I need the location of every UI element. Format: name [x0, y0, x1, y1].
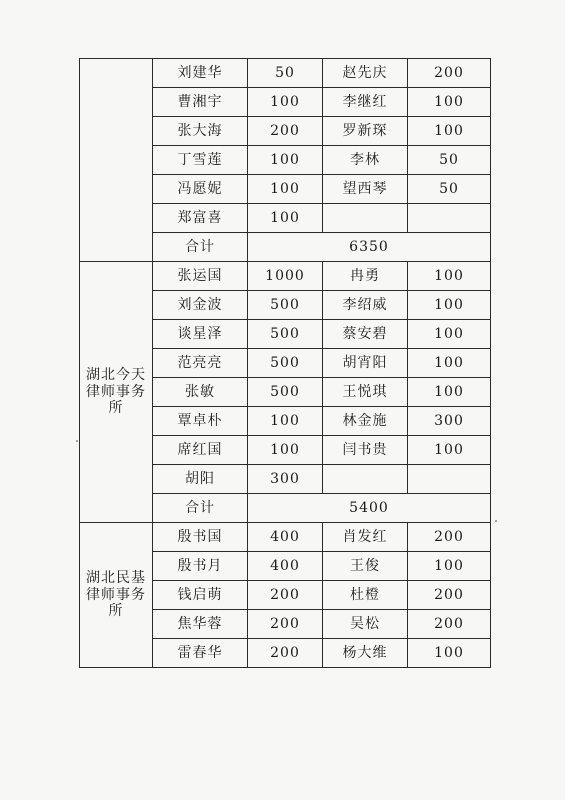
- amount-cell: 100: [408, 117, 491, 146]
- donor-name-cell: 李林: [323, 146, 408, 175]
- donor-name-cell: 闫书贵: [323, 436, 408, 465]
- firm-name-cell: [80, 262, 153, 523]
- table-row: [80, 262, 491, 291]
- firm-name: 湖北民基律师事务所: [86, 569, 146, 620]
- amount-cell: 100: [408, 378, 491, 407]
- amount-cell: 200: [248, 639, 323, 668]
- donor-name-cell: 杨大维: [323, 639, 408, 668]
- donor-name-cell: 杜橙: [323, 581, 408, 610]
- amount-cell: [408, 204, 491, 233]
- donor-name-cell: 胡阳: [153, 465, 248, 494]
- table-row: [80, 523, 491, 552]
- donor-name-cell: 张运国: [153, 262, 248, 291]
- donor-name-cell: 王悦琪: [323, 378, 408, 407]
- donor-name-cell: 丁雪莲: [153, 146, 248, 175]
- table-body: [80, 59, 491, 668]
- amount-cell: 200: [248, 117, 323, 146]
- amount-cell: 100: [248, 436, 323, 465]
- donor-name-cell: 李继红: [323, 88, 408, 117]
- donor-name-cell: 冯愿妮: [153, 175, 248, 204]
- amount-cell: 100: [248, 146, 323, 175]
- donor-name-cell: 李绍威: [323, 291, 408, 320]
- donor-name-cell: 望西琴: [323, 175, 408, 204]
- amount-cell: 500: [248, 291, 323, 320]
- donor-name-cell: 席红国: [153, 436, 248, 465]
- firm-name-cell: [80, 523, 153, 668]
- amount-cell: 100: [248, 407, 323, 436]
- donor-name-cell: 覃卓朴: [153, 407, 248, 436]
- total-value: 6350: [248, 233, 491, 262]
- amount-cell: 100: [408, 291, 491, 320]
- donation-table: [79, 58, 491, 668]
- amount-cell: 200: [408, 59, 491, 88]
- amount-cell: 200: [408, 610, 491, 639]
- donor-name-cell: 郑富喜: [153, 204, 248, 233]
- amount-cell: 300: [248, 465, 323, 494]
- firm-name: 湖北今天律师事务所: [86, 366, 146, 417]
- donor-name-cell: 罗新琛: [323, 117, 408, 146]
- amount-cell: 50: [408, 146, 491, 175]
- donor-name-cell: 雷春华: [153, 639, 248, 668]
- amount-cell: 100: [408, 552, 491, 581]
- amount-cell: 100: [248, 204, 323, 233]
- amount-cell: 100: [408, 349, 491, 378]
- total-value: 5400: [248, 494, 491, 523]
- donor-name-cell: 赵先庆: [323, 59, 408, 88]
- amount-cell: 400: [248, 523, 323, 552]
- donor-name-cell: 刘金波: [153, 291, 248, 320]
- amount-cell: 50: [248, 59, 323, 88]
- donor-name-cell: 冉勇: [323, 262, 408, 291]
- table-row: [80, 59, 491, 88]
- scan-speck: [495, 520, 497, 522]
- donor-name-cell: 吴松: [323, 610, 408, 639]
- total-label: 合计: [153, 494, 248, 523]
- donor-name-cell: 蔡安碧: [323, 320, 408, 349]
- amount-cell: 100: [408, 436, 491, 465]
- firm-name-cell: [80, 59, 153, 262]
- donor-name-cell: 张大海: [153, 117, 248, 146]
- amount-cell: 500: [248, 378, 323, 407]
- donor-name-cell: 王俊: [323, 552, 408, 581]
- donor-name-cell: 殷书月: [153, 552, 248, 581]
- amount-cell: 100: [408, 639, 491, 668]
- donor-name-cell: 肖发红: [323, 523, 408, 552]
- donor-name-cell: 刘建华: [153, 59, 248, 88]
- donor-name-cell: 范亮亮: [153, 349, 248, 378]
- amount-cell: 500: [248, 320, 323, 349]
- donor-name-cell: 谈星泽: [153, 320, 248, 349]
- amount-cell: 100: [408, 88, 491, 117]
- donor-name-cell: 焦华蓉: [153, 610, 248, 639]
- amount-cell: 200: [248, 581, 323, 610]
- scan-speck: [76, 440, 78, 442]
- amount-cell: 200: [408, 523, 491, 552]
- amount-cell: 200: [408, 581, 491, 610]
- amount-cell: 100: [248, 175, 323, 204]
- donor-name-cell: 张敏: [153, 378, 248, 407]
- total-label: 合计: [153, 233, 248, 262]
- donor-name-cell: 殷书国: [153, 523, 248, 552]
- donor-name-cell: 林金施: [323, 407, 408, 436]
- amount-cell: 400: [248, 552, 323, 581]
- donor-name-cell: 曹湘宇: [153, 88, 248, 117]
- amount-cell: 200: [248, 610, 323, 639]
- amount-cell: 100: [408, 320, 491, 349]
- donor-name-cell: 胡宵阳: [323, 349, 408, 378]
- donor-name-cell: 钱启萌: [153, 581, 248, 610]
- donor-name-cell: [323, 204, 408, 233]
- amount-cell: 500: [248, 349, 323, 378]
- amount-cell: 50: [408, 175, 491, 204]
- amount-cell: 100: [408, 262, 491, 291]
- donor-name-cell: [323, 465, 408, 494]
- amount-cell: 1000: [248, 262, 323, 291]
- amount-cell: [408, 465, 491, 494]
- amount-cell: 100: [248, 88, 323, 117]
- amount-cell: 300: [408, 407, 491, 436]
